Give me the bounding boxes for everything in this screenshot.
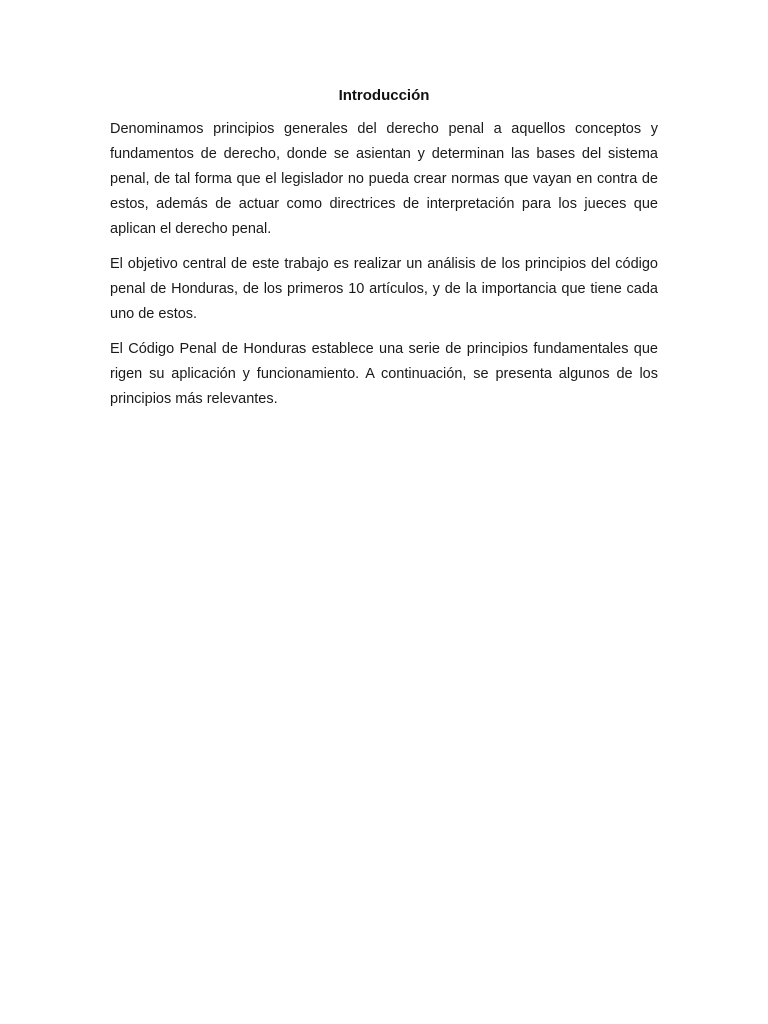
document-title: Introducción [338, 87, 430, 104]
paragraph-code-principles: El Código Penal de Honduras establece una serie de principios fundamentales que rigen su aplicación y funcionamiento. A continuación, se presenta algunos de los principios más relevantes. [110, 341, 658, 407]
paragraph-definition: Denominamos principios generales del derecho penal a aquellos conceptos y fundamentos de derecho, donde se asientan y determinan las bases del sistema penal, de tal forma que el legislador no pueda crear normas que vayan en contra de estos, además de actuar como directrices de interpretación para los jueces que aplican el derecho penal. [110, 121, 658, 237]
paragraph-objective: El objetivo central de este trabajo es realizar un análisis de los principios del código penal de Honduras, de los primeros 10 artículos, y de la importancia que tiene cada uno de estos. [110, 256, 658, 322]
document-body [110, 85, 658, 422]
